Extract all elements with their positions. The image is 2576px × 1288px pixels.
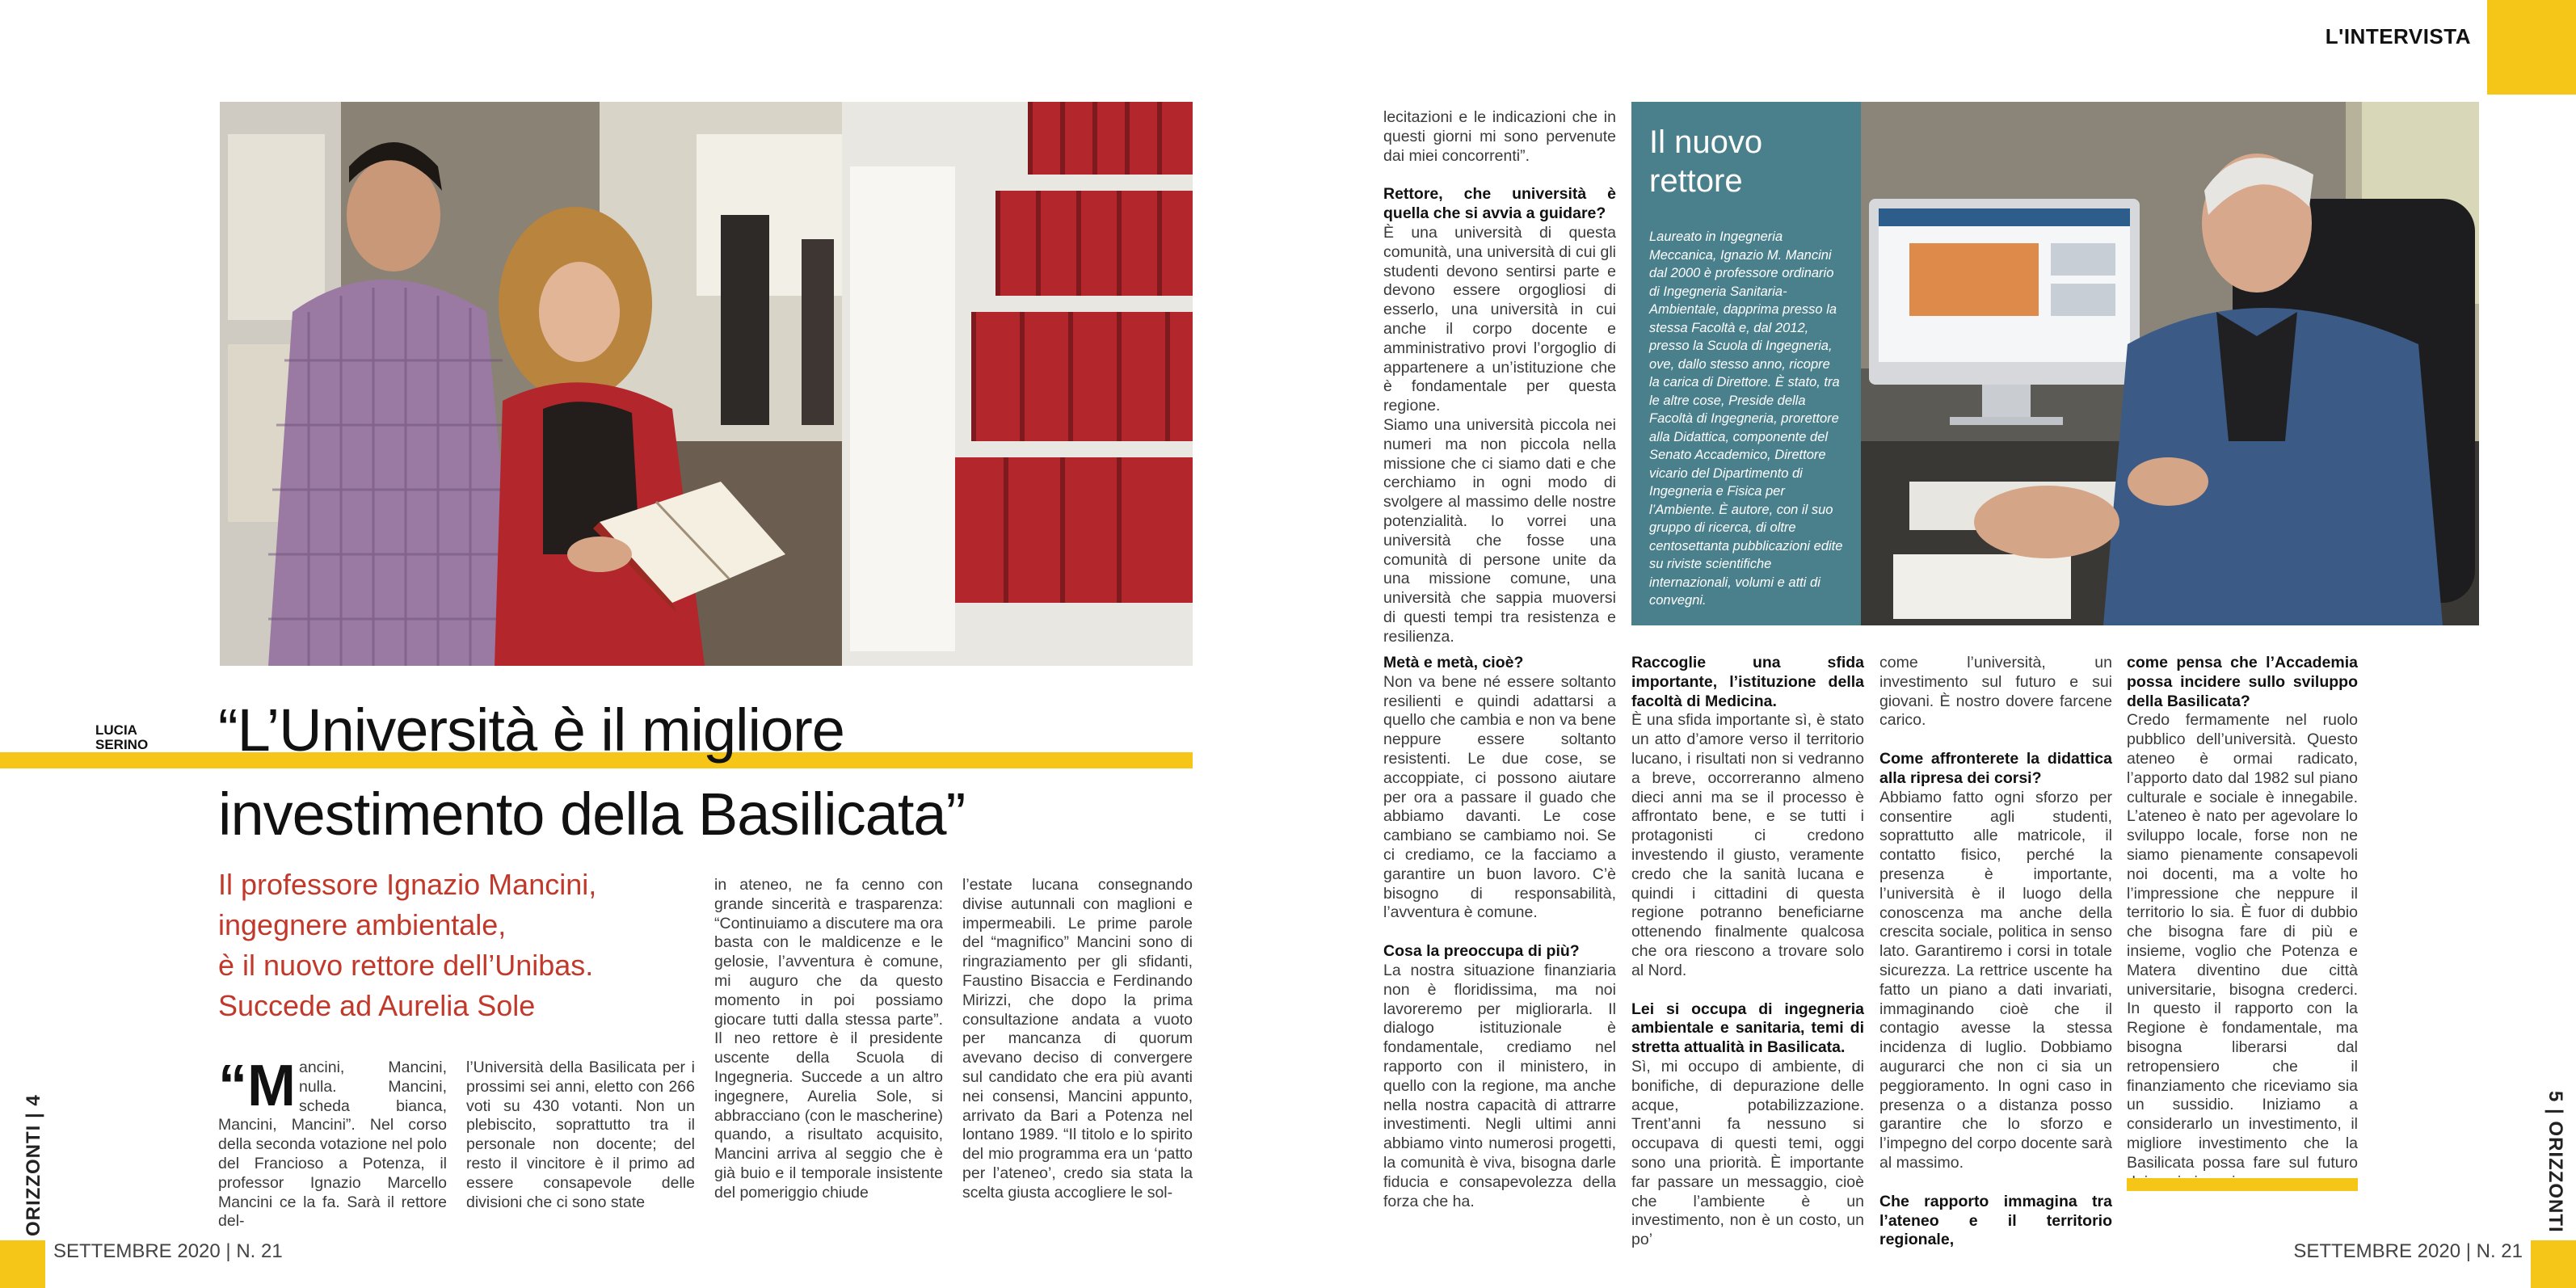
- page-number-left-text: ORIZZONTI | 4: [23, 1094, 44, 1236]
- author-name: LUCIA SERINO: [95, 722, 149, 752]
- corner-accent: [2487, 0, 2576, 95]
- answer-4: È una sfida importante sì, è stato un atto d’amore verso il territorio lucano, i risultati non si vedranno a breve, occorreranno almeno dieci anni ma se il processo è affrontato bene, e se tutti i protagonisti ci credono investendo il giusto, veramente credo che la sanità lucana e quindi i cittadini di questa regione potranno beneficiarne ottenendo finalmente qualcosa che ora riescono a trovare solo al Nord.: [1631, 711, 1864, 979]
- question-1: Rettore, che università è quella che si avvia a guidare?: [1383, 185, 1616, 223]
- library-photo: [220, 102, 1193, 666]
- answer-5b: come l’università, un investimento sul futuro e sui giovani. È nostro dovere farcene carico.: [1879, 654, 2112, 730]
- article-column-3: [714, 876, 943, 1203]
- question-6: Come affronterete la didattica alla ripresa dei corsi?: [1879, 750, 2112, 787]
- subtitle-line: ingegnere ambientale,: [218, 908, 507, 941]
- answer-1b: Siamo una università piccola nei numeri ma non piccola nella missione che ci siamo dati e che cerchiamo in ogni modo di svolgere al massimo delle nostre potenzialità. Io vorrei una università che fosse una comunità di persone unite da una missione comune, una università che sappia muoversi di questi tempi tra resistenza e resilienza.: [1383, 415, 1616, 646]
- end-accent-bar: [2127, 1178, 2358, 1191]
- footer-accent-left: [0, 1240, 45, 1288]
- footer-accent-right: [2531, 1240, 2576, 1288]
- question-5: Lei si occupa di ingegneria ambientale e sanitaria, temi di stretta attualità in Basilicata.: [1631, 1000, 1864, 1057]
- headline: [218, 688, 1188, 857]
- answer-5: Sì, mi occupo di ambiente, di bonifiche, di depurazione delle acque, potabilizzazione. Trent’anni fa nessuno si occupava di questi temi, oggi sono una priorità. È importante far passare un messaggio, cioè che l’ambiente è un investimento, non è un costo, un po’: [1631, 1057, 1864, 1249]
- article-column-8: [1879, 654, 2112, 1250]
- col1-text: ancini, Mancini, nulla. Mancini, scheda bianca, Mancini, Mancini”. Nel corso della seconda votazione nel polo del Francioso a Potenza, il professor Ignazio Marcello Mancini ce la fa. Sarà il rettore del-: [218, 1059, 447, 1231]
- subtitle-line: Succede ad Aurelia Sole: [218, 989, 536, 1022]
- page-number-right: [2540, 1091, 2566, 1236]
- answer-1: È una università di questa comunità, una università di cui gli studenti devono sentirsi parte e devono essere orgogliosi di esserlo, una università in cui anche il corpo docente e amministrativo provi l’orgoglio di appartenere a un’istituzione che è fondamentale per questa regione.: [1383, 223, 1616, 415]
- footer-issue-left: SETTEMBRE 2020 | N. 21: [53, 1240, 283, 1262]
- headline-line1: “L’Università è il migliore: [218, 697, 844, 764]
- bio-title: [1649, 123, 1843, 200]
- bio-text: Laureato in Ingegneria Meccanica, Ignazio M. Mancini dal 2000 è professore ordinario di Ingegneria Sanitaria-Ambientale, dapprima presso la stessa Facoltà e, dal 2012, presso la Scuola di Ingegneria, ove, dallo stesso anno, ricopre la carica di Direttore. È stato, tra le altre cose, Preside della Facoltà di Ingegneria, prorettore alla Didattica, componente del Senato Accademico, Direttore vicario del Dipartimento di Ingegneria e Fisica per l’Ambiente. È autore, con il suo gruppo di ricerca, di oltre centosettanta pubblicazioni edite su riviste scientifiche internazionali, volumi e atti di convegni.: [1649, 229, 1843, 608]
- col2-text: l’Università della Basilicata per i prossimi sei anni, eletto con 266 voti su 430 votanti. Non un plebiscito, soprattutto tra il personale non docente; del resto il vincitore è il primo ad essere consapevole delle divisioni che ci sono state: [466, 1059, 695, 1211]
- article-column-5: [1383, 108, 1616, 647]
- col3-text: in ateneo, ne fa cenno con grande sincerità e trasparenza: “Continuiamo a discutere ma ora basta con le maldicenze e le gelosie, l’avventura è comune, mi auguro che da questo momento in poi possiamo giocare tutti dalla stessa parte”. Il neo rettore è il presidente uscente della Scuola di Ingegneria. Succede a un altro ingegnere, Aurelia Sole, si abbracciano (con le mascherine) quando, a risultato acquisito, Mancini arriva al seggio che è già buio e il temporale insistente del pomeriggio chiude: [714, 876, 943, 1202]
- subtitle: [218, 865, 671, 1026]
- page-number-right-text: 5 | ORIZZONTI: [2544, 1091, 2566, 1233]
- page-number-left: [23, 1091, 48, 1236]
- col5-top-text: lecitazioni e le indicazioni che in questi giorni mi sono pervenute dai miei concorrenti”.: [1383, 108, 1616, 165]
- question-4: Raccoglie una sfida importante, l’istituzione della facoltà di Medicina.: [1631, 654, 1864, 710]
- subtitle-line: è il nuovo rettore dell’Unibas.: [218, 949, 594, 982]
- question-7: Che rapporto immagina tra l’ateneo e il territorio regionale,: [1879, 1192, 2112, 1249]
- rector-photo: [1861, 102, 2479, 625]
- question-2: Metà e metà, cioè?: [1383, 654, 1524, 671]
- footer-issue-right: SETTEMBRE 2020 | N. 21: [2293, 1240, 2523, 1262]
- dropcap: “M: [218, 1054, 296, 1118]
- bio-title-line1: Il nuovo: [1649, 124, 1763, 160]
- bio-title-line2: rettore: [1649, 163, 1743, 199]
- col4-text: l’estate lucana consegnando divise autunnali con maglioni e impermeabili. Le prime parole del “magnifico” Mancini sono di ringraziamento per gli sfidanti, Faustino Bisaccia e Ferdinando Mirizzi, che dopo la prima consultazione andata a vuoto per mancanza di quorum avevano deciso di convergere sul candidato che era più avanti nei consensi, Mancini appunto, arrivato da Bari a Potenza nel lontano 1989. “Il titolo e lo spirito del mio programma era un ‘patto per l’ateneo’, credo sia stata la scelta giusta accogliere le sol-: [962, 876, 1193, 1202]
- rector-bio-box: [1631, 102, 1861, 625]
- article-column-2: [466, 1059, 695, 1212]
- section-label: L'INTERVISTA: [2325, 24, 2471, 48]
- article-column-1: [218, 1054, 447, 1231]
- answer-2: Non va bene né essere soltanto resilienti e quindi adattarsi a quello che cambia e non va bene neppure essere soltanto resistenti. Le due cose, se accoppiate, ci possono aiutare per ora a passare il guado che abbiamo davanti. Le cose cambiano se cambiamo noi. Se ci crediamo, ce la facciamo a garantire un buon lavoro. C’è bisogno di responsabilità, l’avventura è comune.: [1383, 672, 1616, 922]
- question-7b: come pensa che l’Accademia possa incidere sullo sviluppo della Basilicata?: [2127, 654, 2358, 710]
- article-column-9: [2127, 654, 2358, 1192]
- question-3: Cosa la preoccupa di più?: [1383, 942, 1580, 961]
- article-column-7: [1631, 654, 1864, 1250]
- answer-7: Credo fermamente nel ruolo pubblico dell’università. Questo ateneo è ormai radicato, l’apporto dato dal 1982 sul piano culturale e sociale è innegabile. L’ateneo è nato per agevolare lo sviluppo locale, forse non ne siamo pienamente consapevoli noi docenti, ma a volte ho l’impressione che neppure il territorio lo sia. È fuor di dubbio che bisogna fare di più e insieme, voglio che Potenza e Matera diventino due città universitarie, bisogna crederci. In questo il rapporto con la Regione è fondamentale, ma bisogna liberarsi dal retropensiero che il finanziamento che riceviamo sia un sussidio. Iniziamo a considerarlo un investimento, il migliore investimento che la Basilicata possa fare sul futuro: [2127, 711, 2358, 1172]
- subtitle-line: Il professore Ignazio Mancini,: [218, 868, 597, 901]
- answer-6: Abbiamo fatto ogni sforzo per consentire agli studenti, soprattutto alle matricole, il contatto fisico, perché la presenza è importante, l’università è il luogo della conoscenza ma anche della crescita sociale, politica in senso lato. Garantiremo i corsi in totale sicurezza. La rettrice uscente ha fatto un piano a dati invariati, immaginando cioè che il contagio avesse la stessa incidenza di luglio. Dobbiamo augurarci che non ci sia un peggioramento. In ogni caso in presenza o a distanza posso garantire che lo sforzo e l’impegno del corpo docente sarà al massimo.: [1879, 788, 2112, 1172]
- answer-3: La nostra situazione finanziaria non è floridissima, ma noi lavoreremo per migliorarla. Il dialogo istituzionale è fondamentale, crediamo nel rapporto con il ministero, in quello con la regione, ma anche nella nostra capacità di attrarre investimenti. Negli ultimi anni abbiamo vinto numerosi progetti, la comunità è viva, bisogna darle fiducia e consapevolezza della forza che ha.: [1383, 961, 1616, 1210]
- article-column-4: [962, 876, 1193, 1203]
- headline-line2: investimento della Basilicata”: [218, 781, 966, 848]
- article-column-6: [1383, 654, 1616, 1211]
